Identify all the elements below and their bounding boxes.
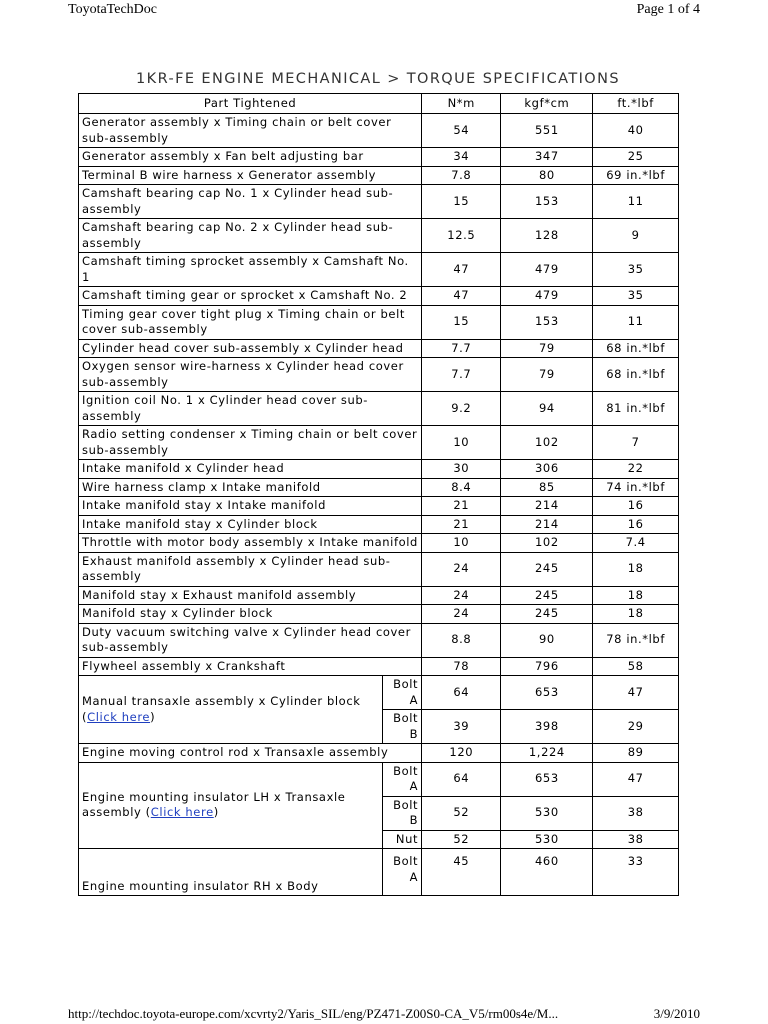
mount-lh-part-text: Engine mounting insulator LH x Transaxle assembly ( (82, 789, 346, 820)
transaxle-click-here-link[interactable]: Click here (87, 709, 151, 724)
kgf-cell: 245 (501, 586, 593, 605)
part-cell: Ignition coil No. 1 x Cylinder head cover sub-assembly (79, 392, 422, 426)
kgf-cell: 153 (501, 305, 593, 339)
ft-cell: 38 (593, 796, 679, 830)
kgf-cell: 153 (501, 185, 593, 219)
nm-cell: 47 (422, 253, 501, 287)
part-cell: Engine moving control rod x Transaxle assembly (79, 744, 422, 763)
table-row (79, 586, 679, 605)
kgf-cell: 460 (501, 849, 593, 896)
part-cell: Oxygen sensor wire-harness x Cylinder head cover sub-assembly (79, 358, 422, 392)
kgf-cell: 85 (501, 478, 593, 497)
table-row (79, 744, 679, 763)
header-source: ToyotaTechDoc (68, 2, 158, 17)
kgf-cell: 79 (501, 339, 593, 358)
part-cell: Throttle with motor body assembly x Intake manifold (79, 534, 422, 553)
part-cell: Generator assembly x Fan belt adjusting bar (79, 148, 422, 167)
ft-cell: 89 (593, 744, 679, 763)
table-row (79, 552, 679, 586)
nm-cell: 9.2 (422, 392, 501, 426)
kgf-cell: 479 (501, 287, 593, 306)
table-row (79, 253, 679, 287)
part-cell: Intake manifold stay x Cylinder block (79, 515, 422, 534)
ft-cell: 16 (593, 497, 679, 516)
kgf-cell: 347 (501, 148, 593, 167)
nm-cell: 30 (422, 460, 501, 479)
kgf-cell: 551 (501, 114, 593, 148)
nm-cell: 24 (422, 605, 501, 624)
ft-cell: 33 (593, 849, 679, 896)
nm-cell: 47 (422, 287, 501, 306)
ft-cell: 74 in.*lbf (593, 478, 679, 497)
ft-cell: 78 in.*lbf (593, 623, 679, 657)
kgf-cell: 245 (501, 605, 593, 624)
kgf-cell: 1,224 (501, 744, 593, 763)
table-row (79, 849, 679, 896)
part-cell: Manifold stay x Cylinder block (79, 605, 422, 624)
table-row (79, 305, 679, 339)
kgf-cell: 653 (501, 676, 593, 710)
ft-cell: 9 (593, 219, 679, 253)
header-part: Part Tightened (79, 94, 422, 114)
kgf-cell: 530 (501, 796, 593, 830)
part-cell: Wire harness clamp x Intake manifold (79, 478, 422, 497)
table-row (79, 287, 679, 306)
table-row (79, 460, 679, 479)
part-cell: Camshaft timing gear or sprocket x Camshaft No. 2 (79, 287, 422, 306)
table-row (79, 497, 679, 516)
kgf-cell: 102 (501, 534, 593, 553)
mount-lh-click-here-link[interactable]: Click here (150, 805, 214, 820)
table-body (79, 114, 679, 896)
transaxle-part-close: ) (150, 709, 156, 724)
table-row (79, 657, 679, 676)
ft-cell: 68 in.*lbf (593, 339, 679, 358)
nm-cell: 52 (422, 830, 501, 849)
nm-cell: 64 (422, 676, 501, 710)
part-cell: Camshaft timing sprocket assembly x Camshaft No. 1 (79, 253, 422, 287)
ft-cell: 58 (593, 657, 679, 676)
table-row (79, 534, 679, 553)
ft-cell: 81 in.*lbf (593, 392, 679, 426)
part-cell: Intake manifold stay x Intake manifold (79, 497, 422, 516)
sub-cell: Bolt A (382, 849, 421, 896)
table-row (79, 219, 679, 253)
table-row (79, 676, 679, 710)
nm-cell: 24 (422, 552, 501, 586)
kgf-cell: 102 (501, 426, 593, 460)
ft-cell: 69 in.*lbf (593, 166, 679, 185)
transaxle-part-text: Manual transaxle assembly x Cylinder block ( (82, 694, 361, 724)
ft-cell: 18 (593, 586, 679, 605)
kgf-cell: 796 (501, 657, 593, 676)
ft-cell: 11 (593, 305, 679, 339)
nm-cell: 64 (422, 762, 501, 796)
part-cell: Flywheel assembly x Crankshaft (79, 657, 422, 676)
part-cell: Camshaft bearing cap No. 1 x Cylinder head sub-assembly (79, 185, 422, 219)
part-cell: Cylinder head cover sub-assembly x Cylinder head (79, 339, 422, 358)
ft-cell: 35 (593, 287, 679, 306)
table-row (79, 478, 679, 497)
nm-cell: 10 (422, 426, 501, 460)
ft-cell: 22 (593, 460, 679, 479)
table-row (79, 623, 679, 657)
nm-cell: 15 (422, 185, 501, 219)
part-cell: Duty vacuum switching valve x Cylinder head cover sub-assembly (79, 623, 422, 657)
table-row (79, 392, 679, 426)
kgf-cell: 128 (501, 219, 593, 253)
part-cell: Exhaust manifold assembly x Cylinder head sub-assembly (79, 552, 422, 586)
ft-cell: 38 (593, 830, 679, 849)
ft-cell: 35 (593, 253, 679, 287)
ft-cell: 47 (593, 676, 679, 710)
kgf-cell: 94 (501, 392, 593, 426)
kgf-cell: 90 (501, 623, 593, 657)
ft-cell: 7 (593, 426, 679, 460)
nm-cell: 45 (422, 849, 501, 896)
nm-cell: 8.8 (422, 623, 501, 657)
table-row (79, 185, 679, 219)
header-page-number: Page 1 of 4 (636, 2, 700, 17)
nm-cell: 54 (422, 114, 501, 148)
table-row (79, 605, 679, 624)
page-footer (68, 1006, 700, 1022)
part-cell: Manifold stay x Exhaust manifold assembly (79, 586, 422, 605)
part-cell: Timing gear cover tight plug x Timing chain or belt cover sub-assembly (79, 305, 422, 339)
table-row (79, 114, 679, 148)
table-row (79, 762, 679, 796)
header-nm: N*m (422, 94, 501, 114)
ft-cell: 18 (593, 552, 679, 586)
nm-cell: 120 (422, 744, 501, 763)
footer-date: 3/9/2010 (653, 1006, 700, 1021)
mount-lh-part-close: ) (213, 805, 219, 820)
nm-cell: 21 (422, 497, 501, 516)
kgf-cell: 653 (501, 762, 593, 796)
nm-cell: 15 (422, 305, 501, 339)
part-cell: Camshaft bearing cap No. 2 x Cylinder head sub-assembly (79, 219, 422, 253)
kgf-cell: 214 (501, 497, 593, 516)
sub-cell: Bolt A (382, 762, 421, 796)
page-title: 1KR-FE ENGINE MECHANICAL > TORQUE SPECIFICATIONS (136, 71, 620, 87)
kgf-cell: 214 (501, 515, 593, 534)
kgf-cell: 80 (501, 166, 593, 185)
kgf-cell: 79 (501, 358, 593, 392)
ft-cell: 47 (593, 762, 679, 796)
ft-cell: 25 (593, 148, 679, 167)
sub-cell: Bolt B (382, 796, 421, 830)
nm-cell: 12.5 (422, 219, 501, 253)
nm-cell: 10 (422, 534, 501, 553)
nm-cell: 7.8 (422, 166, 501, 185)
nm-cell: 7.7 (422, 339, 501, 358)
ft-cell: 11 (593, 185, 679, 219)
part-cell: Intake manifold x Cylinder head (79, 460, 422, 479)
part-cell: Generator assembly x Timing chain or belt cover sub-assembly (79, 114, 422, 148)
part-cell: Radio setting condenser x Timing chain or belt cover sub-assembly (79, 426, 422, 460)
nm-cell: 52 (422, 796, 501, 830)
table-row (79, 515, 679, 534)
nm-cell: 78 (422, 657, 501, 676)
kgf-cell: 479 (501, 253, 593, 287)
ft-cell: 16 (593, 515, 679, 534)
header-kgf: kgf*cm (501, 94, 593, 114)
sub-cell: Bolt B (382, 710, 421, 744)
ft-cell: 29 (593, 710, 679, 744)
footer-url: http://techdoc.toyota-europe.com/xcvrty2/Yaris_SIL/eng/PZ471-Z00S0-CA_V5/rm00s4e/M... (68, 1006, 559, 1021)
kgf-cell: 245 (501, 552, 593, 586)
ft-cell: 7.4 (593, 534, 679, 553)
part-cell (79, 676, 383, 744)
table-row (79, 148, 679, 167)
kgf-cell: 306 (501, 460, 593, 479)
part-cell (79, 762, 383, 849)
kgf-cell: 530 (501, 830, 593, 849)
torque-table (78, 93, 679, 896)
table-row (79, 166, 679, 185)
nm-cell: 7.7 (422, 358, 501, 392)
ft-cell: 18 (593, 605, 679, 624)
kgf-cell: 398 (501, 710, 593, 744)
header-ft: ft.*lbf (593, 94, 679, 114)
nm-cell: 39 (422, 710, 501, 744)
sub-cell: Nut (382, 830, 421, 849)
table-row (79, 426, 679, 460)
nm-cell: 8.4 (422, 478, 501, 497)
ft-cell: 68 in.*lbf (593, 358, 679, 392)
part-cell: Engine mounting insulator RH x Body (79, 849, 383, 896)
part-cell: Terminal B wire harness x Generator assembly (79, 166, 422, 185)
table-header-row (79, 94, 679, 114)
nm-cell: 34 (422, 148, 501, 167)
nm-cell: 21 (422, 515, 501, 534)
nm-cell: 24 (422, 586, 501, 605)
ft-cell: 40 (593, 114, 679, 148)
table-row (79, 339, 679, 358)
table-row (79, 358, 679, 392)
sub-cell: Bolt A (382, 676, 421, 710)
